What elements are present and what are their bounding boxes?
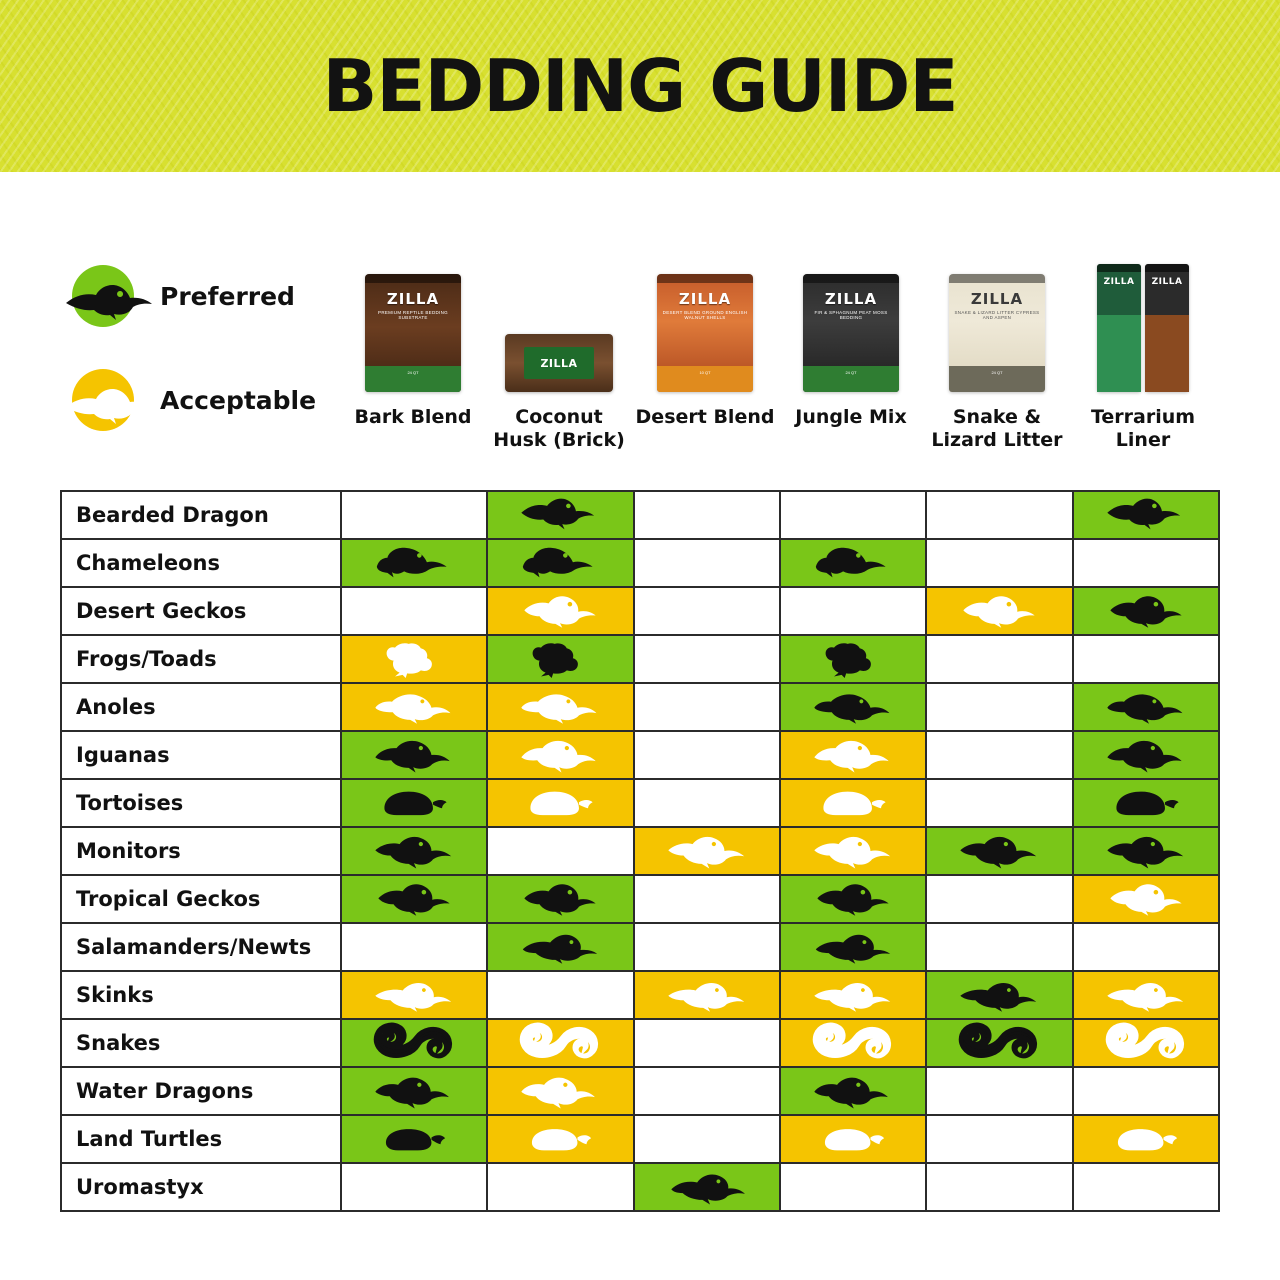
product-name-jungle-mix: Jungle Mix	[795, 406, 907, 428]
legend	[72, 268, 372, 476]
bag-band	[365, 366, 461, 392]
monitor-icon	[1092, 829, 1200, 873]
rating-cell-tortoises-jungle-mix	[781, 780, 927, 826]
rating-cell-snakes-terrarium-liner	[1074, 1020, 1220, 1066]
jungle-mix-image	[803, 232, 899, 392]
anole-icon	[1092, 685, 1200, 729]
tortoise-icon	[506, 781, 614, 825]
brand-logo: ZILLA	[1103, 277, 1135, 287]
desert-blend-image	[657, 232, 753, 392]
frog-icon	[799, 637, 907, 681]
monitor-icon	[945, 829, 1053, 873]
monitor-icon	[360, 829, 468, 873]
legend-label-acceptable: Acceptable	[160, 385, 317, 415]
rating-cell-tropical-geckos-bark-blend	[342, 876, 488, 922]
animal-name-cell: Snakes	[62, 1020, 342, 1066]
frog-icon	[360, 637, 468, 681]
gecko-icon	[506, 877, 614, 921]
rating-cell-water-dragons-bark-blend	[342, 1068, 488, 1114]
rating-cell-monitors-desert-blend	[635, 828, 781, 874]
bedding-compatibility-table	[60, 490, 1220, 1212]
rating-cell-salamanders-newts-jungle-mix	[781, 924, 927, 970]
tortoise-icon	[1092, 781, 1200, 825]
rating-cell-uromastyx-desert-blend	[635, 1164, 781, 1210]
table-row	[62, 1068, 1220, 1116]
rating-cell-frogs-toads-desert-blend	[635, 636, 781, 682]
brand-logo: ZILLA	[1151, 277, 1183, 287]
rating-cell-uromastyx-terrarium-liner	[1074, 1164, 1220, 1210]
chameleon-icon	[506, 541, 614, 585]
iguana-icon	[506, 733, 614, 777]
bag-subtitle: PREMIUM REPTILE BEDDING SUBSTRATE	[378, 310, 448, 320]
turtle-icon	[1092, 1117, 1200, 1161]
brand-logo: ZILLA	[386, 290, 440, 308]
animal-name-cell: Chameleons	[62, 540, 342, 586]
legend-label-preferred: Preferred	[160, 281, 295, 311]
bag-top-strip	[657, 274, 753, 283]
rating-cell-bearded-dragon-coconut-husk-brick-	[488, 492, 634, 538]
rating-cell-bearded-dragon-desert-blend	[635, 492, 781, 538]
acceptable-swatch	[72, 369, 134, 431]
legend-item-acceptable	[72, 372, 372, 428]
skink-icon	[799, 973, 907, 1017]
legend-item-preferred	[72, 268, 372, 324]
rating-cell-chameleons-coconut-husk-brick-	[488, 540, 634, 586]
anole-icon	[506, 685, 614, 729]
chameleon-icon	[360, 541, 468, 585]
brand-logo: ZILLA	[524, 347, 594, 379]
rating-cell-tropical-geckos-jungle-mix	[781, 876, 927, 922]
waterdragon-icon	[799, 1069, 907, 1113]
tortoise-icon	[799, 781, 907, 825]
rating-cell-salamanders-newts-terrarium-liner	[1074, 924, 1220, 970]
rating-cell-land-turtles-bark-blend	[342, 1116, 488, 1162]
rating-cell-desert-geckos-coconut-husk-brick-	[488, 588, 634, 634]
rating-cell-tropical-geckos-terrarium-liner	[1074, 876, 1220, 922]
table-row	[62, 540, 1220, 588]
product-snake-lizard-litter	[924, 232, 1070, 452]
gecko-icon	[1092, 589, 1200, 633]
liner-cap	[1145, 264, 1189, 272]
table-row	[62, 684, 1220, 732]
table-row	[62, 828, 1220, 876]
table-row	[62, 924, 1220, 972]
liner-pair	[1097, 264, 1189, 392]
rating-cell-monitors-bark-blend	[342, 828, 488, 874]
rating-cell-chameleons-snake-lizard-litter	[927, 540, 1073, 586]
rating-cell-land-turtles-desert-blend	[635, 1116, 781, 1162]
rating-cell-anoles-coconut-husk-brick-	[488, 684, 634, 730]
rating-cell-tropical-geckos-snake-lizard-litter	[927, 876, 1073, 922]
rating-cell-salamanders-newts-coconut-husk-brick-	[488, 924, 634, 970]
rating-cell-land-turtles-terrarium-liner	[1074, 1116, 1220, 1162]
rating-cell-anoles-jungle-mix	[781, 684, 927, 730]
product-terrarium-liner	[1070, 232, 1216, 452]
rating-cell-iguanas-desert-blend	[635, 732, 781, 778]
rating-cell-tropical-geckos-desert-blend	[635, 876, 781, 922]
rating-cell-frogs-toads-terrarium-liner	[1074, 636, 1220, 682]
gecko-icon	[360, 877, 468, 921]
bag-bark-blend	[365, 274, 461, 392]
table-row	[62, 492, 1220, 540]
rating-cell-snakes-bark-blend	[342, 1020, 488, 1066]
rating-cell-frogs-toads-coconut-husk-brick-	[488, 636, 634, 682]
rating-cell-water-dragons-snake-lizard-litter	[927, 1068, 1073, 1114]
bag-subtitle: FIR & SPHAGNUM PEAT MOSS BEDDING	[814, 310, 888, 320]
skink-icon	[653, 973, 761, 1017]
rating-cell-water-dragons-desert-blend	[635, 1068, 781, 1114]
snake-icon	[945, 1021, 1053, 1065]
gecko-icon	[1092, 877, 1200, 921]
bag-band	[949, 366, 1045, 392]
table-row	[62, 588, 1220, 636]
bark-blend-image	[365, 232, 461, 392]
product-name-desert-blend: Desert Blend	[635, 406, 775, 428]
table-row	[62, 780, 1220, 828]
rating-cell-desert-geckos-snake-lizard-litter	[927, 588, 1073, 634]
bag-subtitle: SNAKE & LIZARD LITTER CYPRESS AND ASPEN	[954, 310, 1040, 320]
rating-cell-skinks-terrarium-liner	[1074, 972, 1220, 1018]
rating-cell-bearded-dragon-jungle-mix	[781, 492, 927, 538]
rating-cell-tortoises-bark-blend	[342, 780, 488, 826]
rating-cell-uromastyx-jungle-mix	[781, 1164, 927, 1210]
anole-icon	[360, 685, 468, 729]
frog-icon	[506, 637, 614, 681]
liner-green	[1097, 264, 1141, 392]
rating-cell-snakes-jungle-mix	[781, 1020, 927, 1066]
brand-logo: ZILLA	[678, 290, 732, 308]
rating-cell-tortoises-terrarium-liner	[1074, 780, 1220, 826]
rating-cell-skinks-desert-blend	[635, 972, 781, 1018]
iguana-icon	[799, 733, 907, 777]
lizard-outline-icon	[60, 377, 156, 425]
rating-cell-tropical-geckos-coconut-husk-brick-	[488, 876, 634, 922]
rating-cell-monitors-terrarium-liner	[1074, 828, 1220, 874]
product-bark-blend	[340, 232, 486, 452]
table-row	[62, 1164, 1220, 1212]
rating-cell-chameleons-terrarium-liner	[1074, 540, 1220, 586]
rating-cell-skinks-coconut-husk-brick-	[488, 972, 634, 1018]
monitor-icon	[653, 829, 761, 873]
rating-cell-frogs-toads-bark-blend	[342, 636, 488, 682]
animal-name-cell: Tropical Geckos	[62, 876, 342, 922]
salamander-icon	[799, 925, 907, 969]
waterdragon-icon	[360, 1069, 468, 1113]
brand-logo: ZILLA	[970, 290, 1024, 308]
rating-cell-snakes-coconut-husk-brick-	[488, 1020, 634, 1066]
rating-cell-water-dragons-coconut-husk-brick-	[488, 1068, 634, 1114]
product-jungle-mix	[778, 232, 924, 452]
bag-top-strip	[949, 274, 1045, 283]
product-name-bark-blend: Bark Blend	[354, 406, 472, 428]
turtle-icon	[506, 1117, 614, 1161]
animal-name-cell: Monitors	[62, 828, 342, 874]
rating-cell-bearded-dragon-snake-lizard-litter	[927, 492, 1073, 538]
table-row	[62, 636, 1220, 684]
chameleon-icon	[799, 541, 907, 585]
gecko-icon	[945, 589, 1053, 633]
product-name-snake-lizard-litter: Snake & Lizard Litter	[931, 406, 1063, 452]
salamander-icon	[506, 925, 614, 969]
iguana-icon	[360, 733, 468, 777]
animal-name-cell: Bearded Dragon	[62, 492, 342, 538]
rating-cell-snakes-snake-lizard-litter	[927, 1020, 1073, 1066]
rating-cell-anoles-desert-blend	[635, 684, 781, 730]
animal-name-cell: Tortoises	[62, 780, 342, 826]
rating-cell-skinks-jungle-mix	[781, 972, 927, 1018]
rating-cell-tortoises-snake-lizard-litter	[927, 780, 1073, 826]
gecko-icon	[799, 877, 907, 921]
snake-icon	[506, 1021, 614, 1065]
rating-cell-iguanas-coconut-husk-brick-	[488, 732, 634, 778]
rating-cell-tortoises-desert-blend	[635, 780, 781, 826]
lizard-icon	[60, 273, 156, 321]
turtle-icon	[360, 1117, 468, 1161]
bag-jungle-mix	[803, 274, 899, 392]
page-title: BEDDING GUIDE	[322, 44, 958, 128]
bag-size: 24 QT	[845, 370, 857, 375]
skink-icon	[945, 973, 1053, 1017]
product-header-row	[340, 232, 1220, 452]
monitor-icon	[799, 829, 907, 873]
uromastyx-icon	[653, 1165, 761, 1209]
rating-cell-iguanas-bark-blend	[342, 732, 488, 778]
animal-name-cell: Frogs/Toads	[62, 636, 342, 682]
rating-cell-anoles-snake-lizard-litter	[927, 684, 1073, 730]
animal-name-cell: Skinks	[62, 972, 342, 1018]
animal-name-cell: Water Dragons	[62, 1068, 342, 1114]
rating-cell-salamanders-newts-desert-blend	[635, 924, 781, 970]
rating-cell-snakes-desert-blend	[635, 1020, 781, 1066]
bag-band	[657, 366, 753, 392]
liner-brown	[1145, 264, 1189, 392]
rating-cell-water-dragons-terrarium-liner	[1074, 1068, 1220, 1114]
rating-cell-tortoises-coconut-husk-brick-	[488, 780, 634, 826]
rating-cell-desert-geckos-terrarium-liner	[1074, 588, 1220, 634]
tortoise-icon	[360, 781, 468, 825]
rating-cell-bearded-dragon-bark-blend	[342, 492, 488, 538]
bag-desert-blend	[657, 274, 753, 392]
rating-cell-iguanas-snake-lizard-litter	[927, 732, 1073, 778]
bag-subtitle: DESERT BLEND GROUND ENGLISH WALNUT SHELLS	[662, 310, 748, 320]
animal-name-cell: Anoles	[62, 684, 342, 730]
rating-cell-land-turtles-jungle-mix	[781, 1116, 927, 1162]
terrarium-liner-image	[1097, 232, 1189, 392]
lizard-icon	[1092, 493, 1200, 537]
rating-cell-iguanas-jungle-mix	[781, 732, 927, 778]
animal-name-cell: Land Turtles	[62, 1116, 342, 1162]
liner-cap	[1097, 264, 1141, 272]
product-desert-blend	[632, 232, 778, 452]
skink-icon	[1092, 973, 1200, 1017]
rating-cell-iguanas-terrarium-liner	[1074, 732, 1220, 778]
rating-cell-monitors-coconut-husk-brick-	[488, 828, 634, 874]
rating-cell-bearded-dragon-terrarium-liner	[1074, 492, 1220, 538]
rating-cell-chameleons-bark-blend	[342, 540, 488, 586]
rating-cell-land-turtles-coconut-husk-brick-	[488, 1116, 634, 1162]
table-row	[62, 732, 1220, 780]
waterdragon-icon	[506, 1069, 614, 1113]
rating-cell-monitors-snake-lizard-litter	[927, 828, 1073, 874]
animal-name-cell: Uromastyx	[62, 1164, 342, 1210]
liner-swatch-green	[1097, 315, 1141, 392]
liner-swatch-brown	[1145, 315, 1189, 392]
rating-cell-anoles-bark-blend	[342, 684, 488, 730]
bag-snake-lizard-litter	[949, 274, 1045, 392]
rating-cell-monitors-jungle-mix	[781, 828, 927, 874]
animal-name-cell: Salamanders/Newts	[62, 924, 342, 970]
bag-size: 10 QT	[699, 370, 711, 375]
table-row	[62, 1020, 1220, 1068]
rating-cell-anoles-terrarium-liner	[1074, 684, 1220, 730]
preferred-swatch	[72, 265, 134, 327]
bag-size: 24 QT	[407, 370, 419, 375]
rating-cell-salamanders-newts-bark-blend	[342, 924, 488, 970]
snake-icon	[799, 1021, 907, 1065]
rating-cell-chameleons-desert-blend	[635, 540, 781, 586]
rating-cell-desert-geckos-bark-blend	[342, 588, 488, 634]
bag-top-strip	[803, 274, 899, 283]
table-row	[62, 876, 1220, 924]
snake-lizard-litter-image	[949, 232, 1045, 392]
brick-coconut-husk	[505, 334, 613, 392]
header-banner	[0, 0, 1280, 172]
brand-logo: ZILLA	[824, 290, 878, 308]
rating-cell-uromastyx-bark-blend	[342, 1164, 488, 1210]
bag-band	[803, 366, 899, 392]
product-name-coconut-husk: Coconut Husk (Brick)	[493, 406, 625, 452]
rating-cell-frogs-toads-snake-lizard-litter	[927, 636, 1073, 682]
iguana-icon	[1092, 733, 1200, 777]
animal-name-cell: Iguanas	[62, 732, 342, 778]
rating-cell-frogs-toads-jungle-mix	[781, 636, 927, 682]
coconut-husk-image	[505, 232, 613, 392]
gecko-icon	[506, 589, 614, 633]
bag-top-strip	[365, 274, 461, 283]
skink-icon	[360, 973, 468, 1017]
snake-icon	[360, 1021, 468, 1065]
table-row	[62, 972, 1220, 1020]
product-coconut-husk	[486, 232, 632, 452]
product-name-terrarium-liner: Terrarium Liner	[1090, 406, 1196, 452]
animal-name-cell: Desert Geckos	[62, 588, 342, 634]
rating-cell-water-dragons-jungle-mix	[781, 1068, 927, 1114]
rating-cell-chameleons-jungle-mix	[781, 540, 927, 586]
rating-cell-skinks-bark-blend	[342, 972, 488, 1018]
anole-icon	[799, 685, 907, 729]
rating-cell-skinks-snake-lizard-litter	[927, 972, 1073, 1018]
turtle-icon	[799, 1117, 907, 1161]
snake-icon	[1092, 1021, 1200, 1065]
lizard-icon	[506, 493, 614, 537]
rating-cell-uromastyx-coconut-husk-brick-	[488, 1164, 634, 1210]
rating-cell-uromastyx-snake-lizard-litter	[927, 1164, 1073, 1210]
table-row	[62, 1116, 1220, 1164]
rating-cell-desert-geckos-jungle-mix	[781, 588, 927, 634]
rating-cell-salamanders-newts-snake-lizard-litter	[927, 924, 1073, 970]
bag-size: 24 QT	[991, 370, 1003, 375]
rating-cell-land-turtles-snake-lizard-litter	[927, 1116, 1073, 1162]
rating-cell-desert-geckos-desert-blend	[635, 588, 781, 634]
